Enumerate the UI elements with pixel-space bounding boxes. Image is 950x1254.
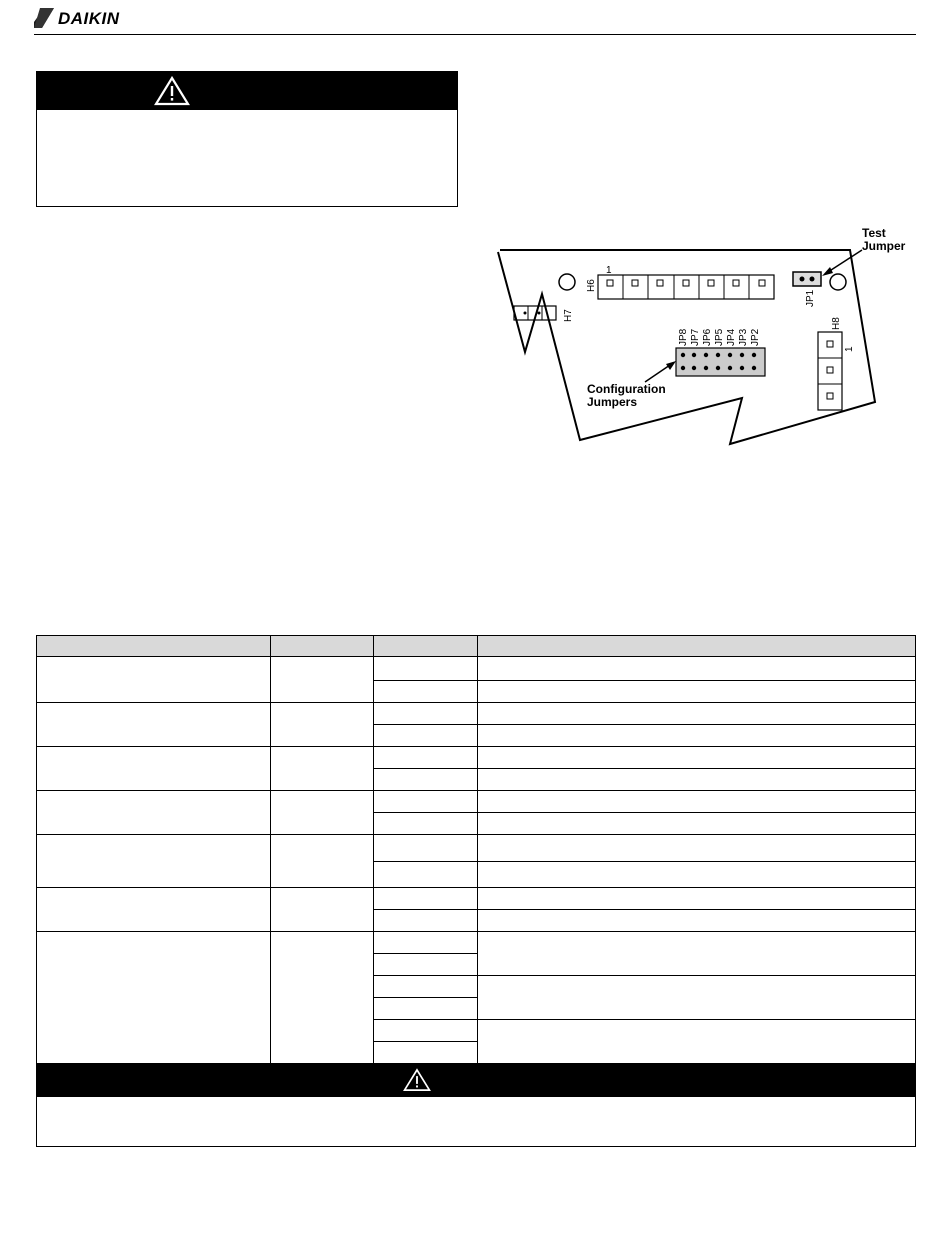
table-subrow-divider xyxy=(373,975,916,976)
jp1-test-jumper xyxy=(793,272,821,286)
jp1-label: JP1 xyxy=(805,289,816,307)
jp5-label: JP5 xyxy=(714,328,725,346)
test-jumper-label-2: Jumper xyxy=(862,239,906,253)
jp7-label: JP7 xyxy=(690,328,701,346)
warning-box-bottom xyxy=(36,1063,916,1147)
h6-pin-label: 1 xyxy=(606,265,612,276)
jumper-labels xyxy=(678,328,761,346)
h7-label: H7 xyxy=(563,309,574,322)
header-divider xyxy=(34,34,916,35)
configuration-jumpers-label-2: Jumpers xyxy=(587,395,638,409)
brand-name: DAIKIN xyxy=(58,9,120,28)
h8-pin-label: 1 xyxy=(844,346,855,352)
table-row-divider xyxy=(36,702,916,703)
h6-connector xyxy=(598,275,774,299)
table-row-divider xyxy=(36,834,916,835)
warning-triangle-icon xyxy=(154,76,190,106)
configuration-jumpers-label: Configuration xyxy=(587,382,666,396)
mounting-hole xyxy=(559,274,575,290)
table-row-divider xyxy=(36,931,916,932)
warning-triangle-icon xyxy=(403,1068,431,1092)
control-board-diagram xyxy=(480,222,920,454)
test-jumper-label: Test xyxy=(862,226,886,240)
table-row-divider xyxy=(36,790,916,791)
warning-box-top xyxy=(36,71,458,207)
table-subrow-divider xyxy=(373,724,916,725)
table-col-divider xyxy=(373,635,374,1064)
table-subrow-divider xyxy=(373,953,477,954)
configuration-jumper-block xyxy=(676,348,765,376)
table-subrow-divider xyxy=(373,680,916,681)
h8-connector xyxy=(818,332,842,410)
table-row-divider xyxy=(36,887,916,888)
table-col-divider xyxy=(270,635,271,1064)
table-subrow-divider xyxy=(373,909,916,910)
jp6-label: JP6 xyxy=(702,328,713,346)
table-row-divider xyxy=(36,746,916,747)
table-subrow-divider xyxy=(373,812,916,813)
table-subrow-divider xyxy=(373,768,916,769)
table-col-divider xyxy=(477,635,478,1064)
table-subrow-divider xyxy=(373,1019,916,1020)
h8-label: H8 xyxy=(831,317,842,330)
test-jumper-arrow-icon xyxy=(822,250,862,276)
configuration-jumper-table xyxy=(36,635,916,1064)
jp3-label: JP3 xyxy=(738,328,749,346)
table-subrow-divider xyxy=(373,997,477,998)
table-subrow-divider xyxy=(373,1041,477,1042)
table-border xyxy=(36,635,916,1064)
warning-header-bar xyxy=(37,72,457,110)
h6-label: H6 xyxy=(586,279,597,292)
config-jumper-arrow-icon xyxy=(645,361,676,382)
jp8-label: JP8 xyxy=(678,328,689,346)
table-subrow-divider xyxy=(373,861,916,862)
jp2-label: JP2 xyxy=(750,328,761,346)
mounting-hole xyxy=(830,274,846,290)
warning-header-bar xyxy=(37,1064,915,1097)
jp4-label: JP4 xyxy=(726,328,737,346)
